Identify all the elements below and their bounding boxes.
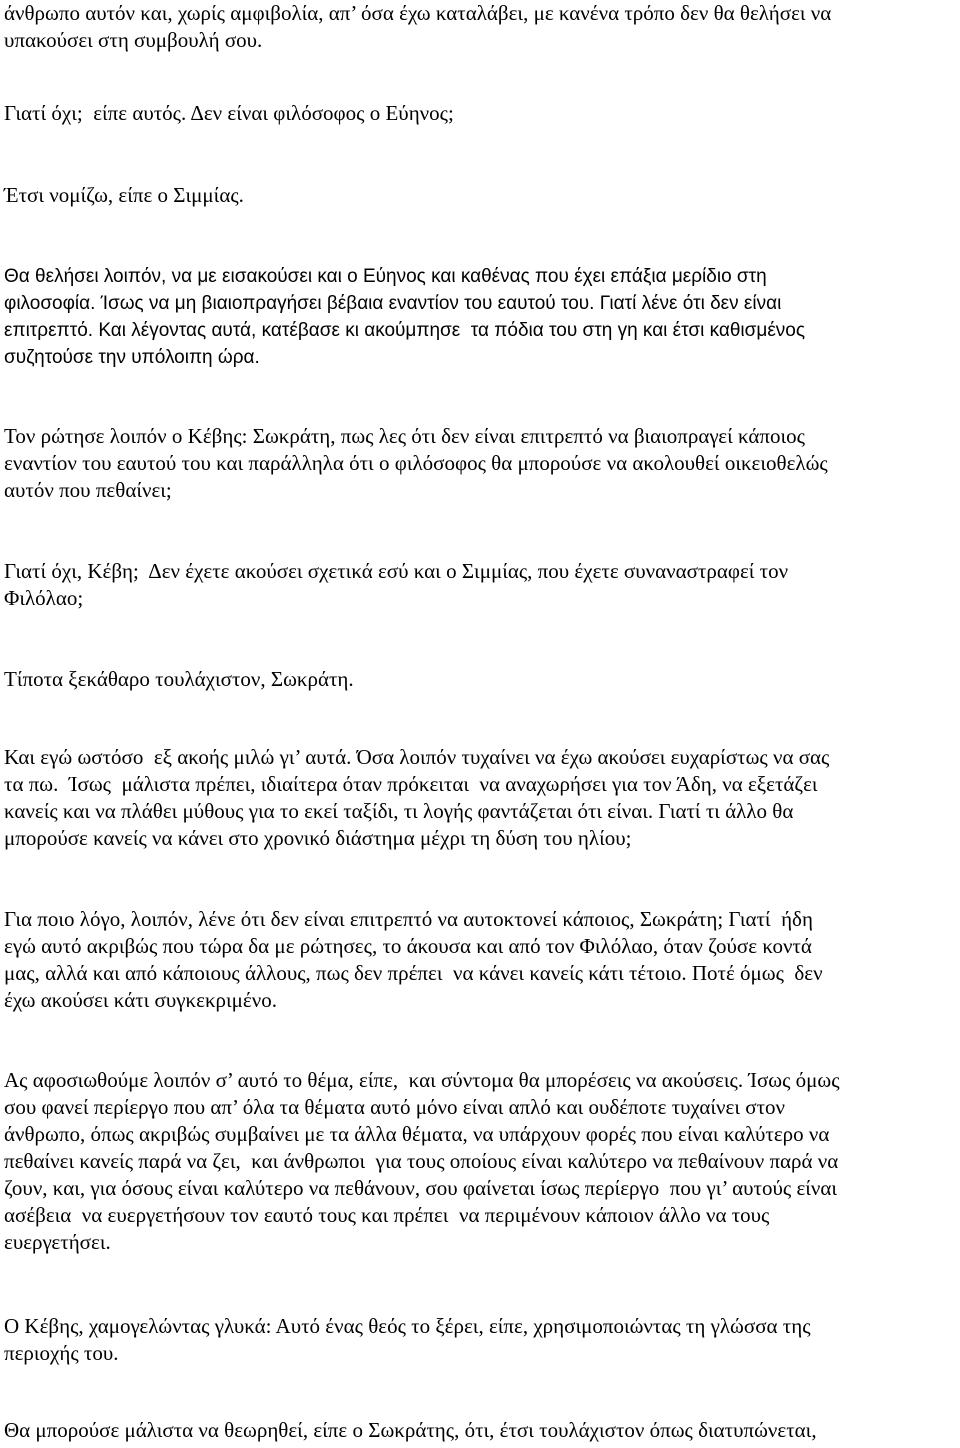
paragraph-1 (4, 0, 956, 54)
paragraph-2 (4, 100, 956, 127)
text-line: υπακούσει στη συμβουλή σου. (4, 28, 263, 52)
text-line: Γιατί όχι, Κέβη; Δεν έχετε ακούσει σχετικά εσύ και ο Σιμμίας, που έχετε συναναστραφεί τον (4, 559, 789, 583)
text-line: ευεργετήσει. (4, 1230, 111, 1254)
text-line: ζουν, και, για όσους είναι καλύτερο να πεθάνουν, σου φαίνεται ίσως περίεργο που γι’ αυτούς είναι (4, 1176, 838, 1200)
text-line: εγώ αυτό ακριβώς που τώρα δα με ρώτησες, το άκουσα και από τον Φιλόλαο, όταν ζούσε κοντά (4, 934, 812, 958)
text-line: φιλοσοφία. Ίσως να μη βιαιοπραγήσει βέβαια εναντίον του εαυτού του. Γιατί λένε ότι δεν είναι (4, 293, 782, 314)
text-line: κανείς και να πλάθει μύθους για το εκεί ταξίδι, τι λογής φαντάζεται ότι είναι. Γιατί τι άλλο θα (4, 799, 794, 823)
paragraph-11 (4, 1313, 956, 1367)
paragraph-5 (4, 423, 956, 504)
text-line: μας, αλλά και από κάποιους άλλους, πως δεν πρέπει να κάνει κανείς κάτι τέτοιο. Ποτέ όμως δεν (4, 961, 823, 985)
text-line: Τίποτα ξεκάθαρο τουλάχιστον, Σωκράτη. (4, 667, 354, 691)
paragraph-10 (4, 1067, 956, 1256)
text-line: Φιλόλαο; (4, 586, 84, 610)
paragraph-8 (4, 744, 956, 852)
text-line: περιοχής του. (4, 1341, 119, 1365)
paragraph-3 (4, 182, 956, 209)
text-line: ασέβεια να ευεργετήσουν τον εαυτό τους και πρέπει να περιμένουν κάποιον άλλο να τους (4, 1203, 770, 1227)
paragraph-6 (4, 558, 956, 612)
text-line: έχω ακούσει κάτι συγκεκριμένο. (4, 988, 277, 1012)
text-line: Γιατί όχι; είπε αυτός. Δεν είναι φιλόσοφος ο Εύηνος; (4, 101, 454, 125)
paragraph-9 (4, 906, 956, 1014)
text-line: άνθρωπο, όπως ακριβώς συμβαίνει με τα άλλα θέματα, να υπάρχουν φορές που είναι καλύτερο να (4, 1122, 830, 1146)
paragraph-12 (4, 1417, 956, 1444)
text-line: σου φανεί περίεργο που απ’ όλα τα θέματα αυτό μόνο είναι απλό και ουδέποτε τυχαίνει στον (4, 1095, 786, 1119)
text-line: συζητούσε την υπόλοιπη ώρα. (4, 347, 260, 368)
text-line: επιτρεπτό. Και λέγοντας αυτά, κατέβασε κι ακούμπησε τα πόδια του στη γη και έτσι καθισμένος (4, 320, 806, 341)
text-line: Θα θελήσει λοιπόν, να με εισακούσει και ο Εύηνος και καθένας που έχει επάξια μερίδιο στη (4, 266, 767, 287)
text-line: Για ποιο λόγο, λοιπόν, λένε ότι δεν είναι επιτρεπτό να αυτοκτονεί κάποιος, Σωκράτη; Γιατί ήδη (4, 907, 813, 931)
text-line: Ας αφοσιωθούμε λοιπόν σ’ αυτό το θέμα, είπε, και σύντομα θα μπορέσεις να ακούσεις. Ίσως όμως (4, 1068, 840, 1092)
text-line: Θα μπορούσε μάλιστα να θεωρηθεί, είπε ο Σωκράτης, ότι, έτσι τουλάχιστον όπως διατυπώνεται, (4, 1418, 817, 1442)
text-line: Και εγώ ωστόσο εξ ακοής μιλώ γι’ αυτά. Όσα λοιπόν τυχαίνει να έχω ακούσει ευχαρίστως να σας (4, 745, 830, 769)
paragraph-7 (4, 666, 956, 693)
text-line: Έτσι νομίζω, είπε ο Σιμμίας. (4, 183, 244, 207)
text-line: εναντίον του εαυτού του και παράλληλα ότι ο φιλόσοφος θα μπορούσε να ακολουθεί οικειοθελώς (4, 451, 828, 475)
text-line: Ο Κέβης, χαμογελώντας γλυκά: Αυτό ένας θεός το ξέρει, είπε, χρησιμοποιώντας τη γλώσσα της (4, 1314, 811, 1338)
text-line: τα πω. Ίσως μάλιστα πρέπει, ιδιαίτερα όταν πρόκειται να αναχωρήσει για τον Άδη, να εξετάζει (4, 772, 818, 796)
text-line: Τον ρώτησε λοιπόν ο Κέβης: Σωκράτη, πως λες ότι δεν είναι επιτρεπτό να βιαιοπραγεί κάποιος (4, 424, 805, 448)
paragraph-4 (4, 263, 956, 371)
text-line: αυτόν που πεθαίνει; (4, 478, 172, 502)
text-line: μπορούσε κανείς να κάνει στο χρονικό διάστημα μέχρι τη δύση του ηλίου; (4, 826, 632, 850)
text-line: άνθρωπο αυτόν και, χωρίς αμφιβολία, απ’ όσα έχω καταλάβει, με κανένα τρόπο δεν θα θελήσει να (4, 1, 832, 25)
text-line: πεθαίνει κανείς παρά να ζει, και άνθρωποι για τους οποίους είναι καλύτερο να πεθαίνουν παρά να (4, 1149, 839, 1173)
